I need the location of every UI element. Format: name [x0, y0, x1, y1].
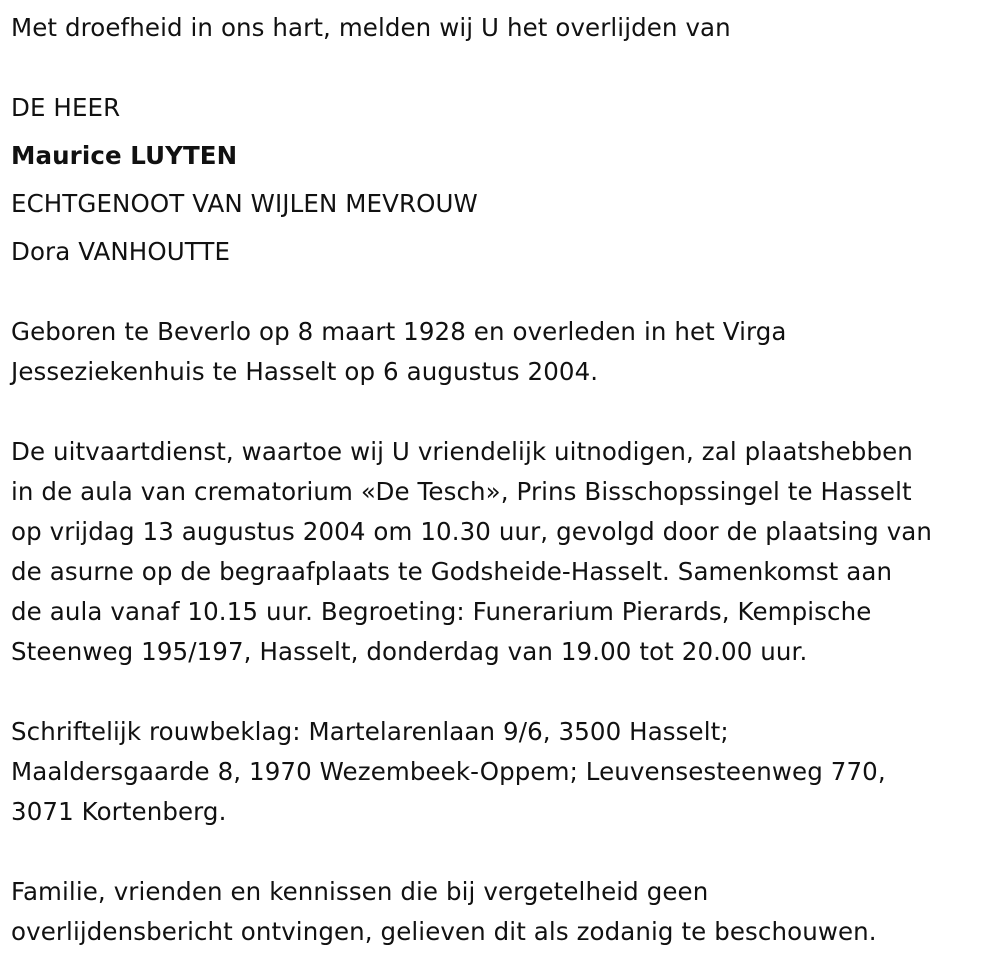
intro-text: Met droefheid in ons hart, melden wij U het overlijden van	[11, 13, 731, 42]
deceased-name: Maurice LUYTEN	[11, 141, 238, 170]
spacer	[11, 48, 996, 56]
death-notice	[11, 8, 996, 952]
service-paragraph	[11, 432, 996, 672]
paragraph-line: de aula vanaf 10.15 uur. Begroeting: Funerarium Pierards, Kempische	[11, 597, 872, 626]
spouse-label: ECHTGENOOT VAN WIJLEN MEVROUW	[11, 189, 478, 218]
paragraph-line: De uitvaartdienst, waartoe wij U vriendelijk uitnodigen, zal plaatshebben	[11, 437, 913, 466]
paragraph-line: de asurne op de begraafplaats te Godsheide-Hasselt. Samenkomst aan	[11, 557, 893, 586]
condolences-paragraph	[11, 712, 996, 832]
spouse-name: Dora VANHOUTTE	[11, 237, 231, 266]
paragraph-line: in de aula van crematorium «De Tesch», Prins Bisschopssingel te Hasselt	[11, 477, 912, 506]
birth-paragraph	[11, 312, 996, 392]
paragraph-line: Maaldersgaarde 8, 1970 Wezembeek-Oppem; Leuvensesteenweg 770,	[11, 757, 886, 786]
paragraph-line: op vrijdag 13 augustus 2004 om 10.30 uur, gevolgd door de plaatsing van	[11, 517, 933, 546]
deceased-title: DE HEER	[11, 93, 121, 122]
paragraph-line: Jesseziekenhuis te Hasselt op 6 augustus 2004.	[11, 357, 599, 386]
paragraph-line: Steenweg 195/197, Hasselt, donderdag van 19.00 tot 20.00 uur.	[11, 637, 808, 666]
paragraph-line: Familie, vrienden en kennissen die bij vergetelheid geen	[11, 877, 709, 906]
paragraph-line: 3071 Kortenberg.	[11, 797, 227, 826]
paragraph-line: Schriftelijk rouwbeklag: Martelarenlaan 9/6, 3500 Hasselt;	[11, 717, 729, 746]
closing-paragraph	[11, 872, 996, 952]
paragraph-line: Geboren te Beverlo op 8 maart 1928 en overleden in het Virga	[11, 317, 787, 346]
paragraph-line: overlijdensbericht ontvingen, gelieven dit als zodanig te beschouwen.	[11, 917, 877, 946]
